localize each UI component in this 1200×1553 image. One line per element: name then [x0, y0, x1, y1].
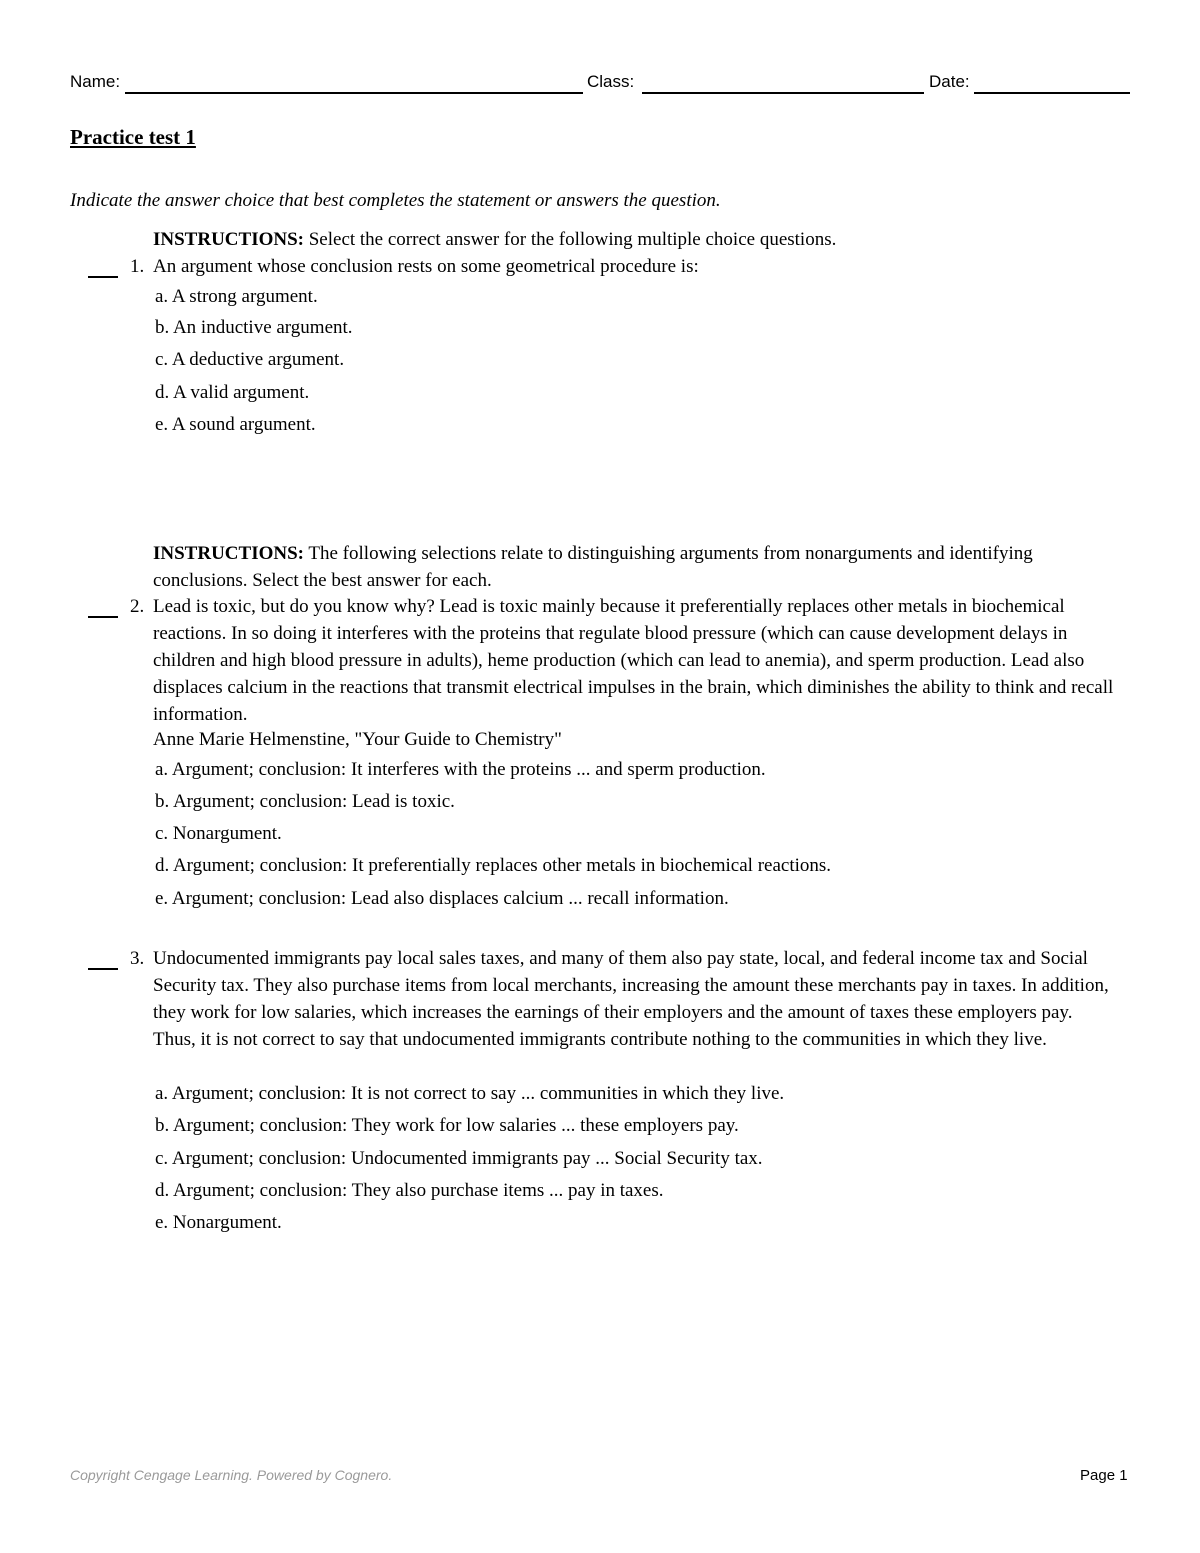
answer-option-e: e. Nonargument.	[155, 1212, 282, 1233]
question-text: An argument whose conclusion rests on some geometrical procedure is:	[153, 256, 699, 277]
class-label: Class:	[587, 72, 635, 91]
class-field[interactable]	[642, 92, 924, 94]
directions-text: Indicate the answer choice that best completes the statement or answers the question.	[70, 190, 721, 211]
instructions-label: INSTRUCTIONS:	[153, 543, 304, 564]
name-label: Name:	[70, 72, 121, 91]
question-text: Lead is toxic, but do you know why? Lead is toxic mainly because it preferentially replaces other metals in biochemical reactions. In so doing it interferes with the proteins that regulate blood pressure (which can cause development delays in children and high blood pressure in adults), heme production (which can lead to anemia), and sperm production. Lead also displaces calcium in the reactions that transmit electrical impulses in the brain, which diminishes the ability to think and recall information.	[153, 596, 1114, 725]
answer-blank-q3[interactable]	[88, 968, 118, 970]
name-field[interactable]	[125, 92, 583, 94]
answer-option-b: b. Argument; conclusion: Lead is toxic.	[155, 791, 455, 812]
answer-blank-q2[interactable]	[88, 616, 118, 618]
date-field[interactable]	[974, 92, 1130, 94]
instructions-label: INSTRUCTIONS:	[153, 229, 304, 250]
answer-option-d: d. Argument; conclusion: They also purchase items ... pay in taxes.	[155, 1180, 664, 1201]
page-title: Practice test 1	[70, 125, 196, 149]
question-source: Anne Marie Helmenstine, "Your Guide to Chemistry"	[153, 729, 562, 750]
answer-option-c: c. A deductive argument.	[155, 349, 345, 370]
instructions-text: Select the correct answer for the following multiple choice questions.	[303, 229, 837, 250]
answer-option-d: d. Argument; conclusion: It preferentially replaces other metals in biochemical reactions.	[155, 855, 832, 876]
answer-option-c: c. Argument; conclusion: Undocumented immigrants pay ... Social Security tax.	[155, 1148, 763, 1169]
answer-option-a: a. A strong argument.	[155, 286, 318, 307]
copyright-notice: Copyright Cengage Learning. Powered by Cognero.	[70, 1467, 393, 1483]
question-text: Undocumented immigrants pay local sales taxes, and many of them also pay state, local, and federal income tax and Social Security tax. They also purchase items from local merchants, increasing the amount these merchants pay in taxes. In addition, they work for low salaries, which increases the earnings of their employers and the amount of taxes these employers pay. Thus, it is not correct to say that undocumented immigrants contribute nothing to the communities in which they live.	[153, 948, 1109, 1050]
student-info-header	[70, 72, 1130, 98]
section-instructions	[153, 540, 1073, 594]
answer-option-e: e. A sound argument.	[155, 414, 316, 435]
question-number: 1.	[130, 256, 145, 277]
section-instructions	[153, 226, 1073, 253]
answer-option-d: d. A valid argument.	[155, 382, 310, 403]
answer-blank-q1[interactable]	[88, 276, 118, 278]
answer-option-a: a. Argument; conclusion: It interferes with the proteins ... and sperm production.	[155, 759, 766, 780]
answer-option-c: c. Nonargument.	[155, 823, 282, 844]
answer-option-b: b. An inductive argument.	[155, 317, 353, 338]
instructions-text: The following selections relate to distinguishing arguments from nonarguments and identifying conclusions. Select the best answer for each.	[153, 543, 1033, 591]
answer-option-b: b. Argument; conclusion: They work for low salaries ... these employers pay.	[155, 1115, 739, 1136]
date-label: Date:	[929, 72, 970, 91]
question-number: 2.	[130, 596, 145, 617]
question-number: 3.	[130, 948, 145, 969]
page-number: Page 1	[1080, 1467, 1128, 1484]
answer-option-a: a. Argument; conclusion: It is not correct to say ... communities in which they live.	[155, 1083, 785, 1104]
answer-option-e: e. Argument; conclusion: Lead also displaces calcium ... recall information.	[155, 888, 729, 909]
